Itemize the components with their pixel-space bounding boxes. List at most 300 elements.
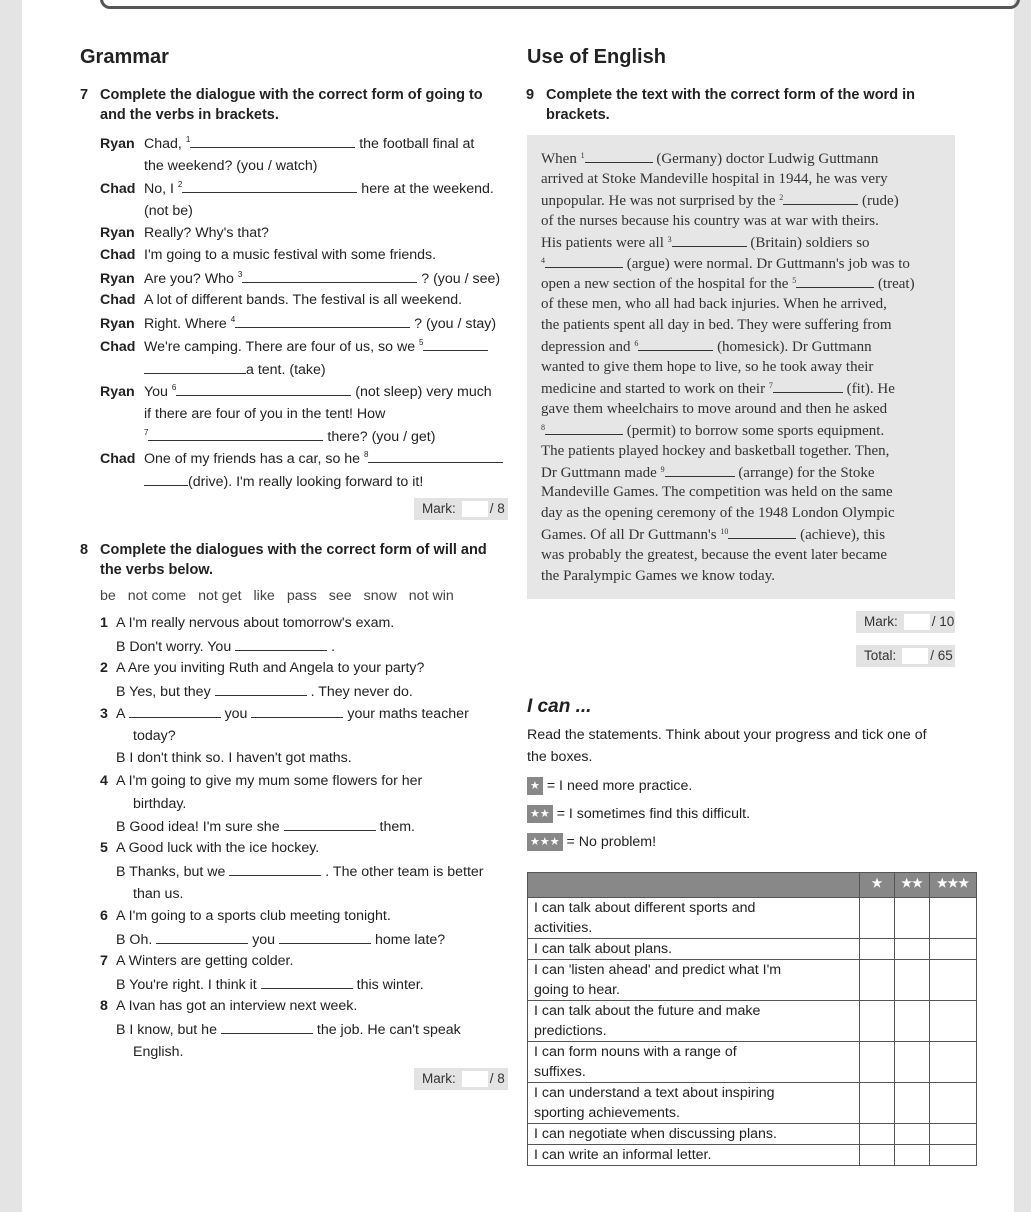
tick-box[interactable]: [860, 1083, 895, 1124]
item-line-a: 1 A I'm really nervous about tomorrow's exam.: [100, 615, 395, 631]
mark-total: / 8: [489, 1071, 505, 1086]
text-line: [541, 273, 915, 295]
i-can-intro: Read the statements. Think about your progress and tick one of: [527, 727, 927, 743]
dialogue-line: [100, 336, 488, 357]
item-continuation: English.: [133, 1044, 184, 1060]
tick-box[interactable]: [930, 1042, 977, 1083]
answer-blank[interactable]: [284, 816, 376, 831]
answer-blank[interactable]: [129, 703, 221, 718]
gap-number: 5: [419, 338, 424, 347]
dialogue-continuation: [144, 426, 435, 447]
mark-label: Mark:: [864, 614, 898, 629]
statement-cell: [528, 1001, 860, 1042]
instruction-line: Complete the dialogues with the correct form of will and: [100, 542, 487, 558]
star-rating-icon: ★★★: [527, 833, 563, 851]
item-line-a: 2 A Are you inviting Ruth and Angela to your party?: [100, 660, 425, 676]
answer-blank[interactable]: [156, 929, 248, 944]
legend-text: = I sometimes find this difficult.: [556, 806, 751, 822]
gap-number: 8: [541, 422, 545, 432]
answer-blank[interactable]: [182, 178, 357, 193]
text-segment: (fit). He: [842, 380, 895, 397]
table-row: [528, 1042, 977, 1083]
legend-item: [527, 832, 656, 852]
speaker-name: Ryan: [100, 384, 135, 400]
item-text: you: [252, 932, 276, 948]
star-rating-icon: ★: [527, 777, 543, 795]
dialogue-text: (drive). I'm really looking forward to it!: [188, 474, 424, 490]
tick-box[interactable]: [930, 1083, 977, 1124]
exercise-8-instructions: [80, 540, 487, 580]
text-segment: Dr Guttmann made: [541, 464, 661, 481]
word-option: pass: [286, 588, 317, 604]
dialogue-line: [100, 178, 494, 199]
dialogue-text: the football final at: [355, 136, 475, 152]
speaker-name: Ryan: [100, 136, 135, 152]
answer-blank[interactable]: [773, 378, 843, 393]
answer-blank[interactable]: [190, 133, 355, 148]
item-line-b: B You're right. I think it this winter.: [116, 974, 424, 995]
tick-box[interactable]: [895, 1042, 930, 1083]
item-line-a: 3 A you your maths teacher: [100, 703, 469, 724]
text-segment: day as the opening ceremony of the 1948 London Olympic: [541, 505, 895, 522]
text-segment: arrived at Stoke Mandeville hospital in 1944, he was very: [541, 170, 888, 187]
exercise-number: 8: [80, 542, 89, 558]
item-number: 5: [100, 840, 108, 856]
instruction-line: and the verbs in brackets.: [100, 107, 279, 123]
item-number: 6: [100, 908, 108, 924]
statement-text: I can talk about plans.: [534, 941, 673, 957]
statement-cell: [528, 960, 860, 1001]
i-can-title: I can ...: [527, 696, 592, 717]
use-of-english-title: Use of English: [527, 46, 666, 68]
text-segment: (achieve), this: [796, 527, 886, 544]
gap-number: 9: [660, 464, 665, 474]
item-continuation: birthday.: [133, 796, 187, 812]
item-continuation: today?: [133, 728, 176, 744]
gap-number: 2: [779, 192, 784, 202]
text-segment: (treat): [874, 276, 915, 293]
dialogue-continuation: [144, 471, 423, 492]
table-row: [528, 939, 977, 960]
item-text: Good idea! I'm sure she: [129, 819, 280, 835]
gap-number: 6: [634, 339, 639, 349]
dialogue-text: a tent. (take): [246, 362, 326, 378]
item-text: Are you inviting Ruth and Angela to your party?: [127, 660, 425, 676]
text-line: [541, 524, 885, 546]
statement-cell: [528, 898, 860, 939]
mark-label: Mark:: [422, 501, 456, 516]
total-box: [856, 645, 955, 667]
answer-blank[interactable]: [215, 681, 307, 696]
item-text: your maths teacher: [347, 706, 469, 722]
instruction-line: the verbs below.: [100, 562, 214, 578]
dialogue-continuation: [144, 201, 193, 221]
item-line-a: 5 A Good luck with the ice hockey.: [100, 840, 320, 856]
word-option: like: [253, 588, 275, 604]
tick-box[interactable]: [930, 898, 977, 939]
dialogue-text: ? (you / see): [417, 271, 501, 287]
speaker-name: Chad: [100, 451, 136, 467]
tick-box[interactable]: [930, 1145, 977, 1166]
dialogue-text: We're camping. There are four of us, so we: [144, 339, 420, 355]
answer-blank[interactable]: [242, 268, 417, 283]
speaker-name: Chad: [100, 292, 136, 308]
item-text: Winters are getting colder.: [128, 953, 294, 969]
text-segment: of the nurses because his country was at war with theirs.: [541, 212, 879, 229]
item-line-a: 7 A Winters are getting colder.: [100, 953, 294, 969]
dialogue-text: Are you? Who: [144, 271, 238, 287]
text-line: [541, 482, 893, 503]
item-text: Yes, but they: [129, 684, 211, 700]
statement-text: I can 'listen ahead' and predict what I'm: [534, 962, 782, 978]
tick-box[interactable]: [930, 939, 977, 960]
text-segment: Mandeville Games. The competition was held on the same: [541, 484, 893, 501]
item-continuation: than us.: [133, 886, 184, 902]
text-segment: the patients spent all day in bed. They were suffering from: [541, 317, 892, 334]
statement-text: I can negotiate when discussing plans.: [534, 1126, 777, 1142]
dialogue-text: A lot of different bands. The festival is all weekend.: [144, 292, 463, 308]
gap-number: 4: [541, 255, 545, 265]
table-row: [528, 898, 977, 939]
gap-number: 7: [144, 428, 149, 437]
dialogue-text: (not be): [144, 203, 193, 219]
answer-blank[interactable]: [261, 974, 353, 989]
text-line: [541, 420, 884, 442]
statement-text: I can talk about the future and make: [534, 1003, 761, 1019]
answer-blank[interactable]: [235, 636, 327, 651]
instruction-line: brackets.: [546, 107, 610, 123]
dialogue-text: You: [144, 384, 172, 400]
text-segment: (arrange) for the Stoke: [734, 464, 875, 481]
statement-cell: [528, 1145, 860, 1166]
text-line: [541, 566, 775, 587]
answer-blank[interactable]: [585, 148, 653, 163]
answer-blank[interactable]: [235, 313, 410, 328]
dialogue-line: [100, 133, 474, 154]
exercise-number: 7: [80, 87, 89, 103]
dialogue-line: [100, 290, 462, 310]
gap-number: 1: [580, 151, 585, 160]
i-can-intro: the boxes.: [527, 749, 593, 765]
tick-box[interactable]: [860, 1145, 895, 1166]
answer-blank[interactable]: [176, 381, 351, 396]
text-segment: the Paralympic Games we know today.: [541, 568, 775, 584]
item-line-b: B Oh. you home late?: [116, 929, 445, 950]
text-line: [541, 462, 875, 484]
dialogue-text: Right. Where: [144, 316, 231, 332]
item-text: I'm really nervous about tomorrow's exam.: [128, 615, 395, 631]
tick-box[interactable]: [860, 1001, 895, 1042]
answer-blank[interactable]: [728, 524, 796, 539]
word-option: be: [100, 588, 116, 604]
legend-text: = I need more practice.: [546, 778, 693, 794]
exercise-7-instructions: [80, 85, 483, 125]
mark-total: / 8: [489, 501, 505, 516]
statement-text: suffixes.: [534, 1064, 586, 1080]
answer-blank[interactable]: [279, 929, 371, 944]
statement-text: going to hear.: [534, 982, 620, 998]
item-text: . They never do.: [310, 684, 413, 700]
item-line-a: 4 A I'm going to give my mum some flowers for her: [100, 773, 423, 789]
speaker-name: Ryan: [100, 271, 135, 287]
speaker-name: Chad: [100, 181, 136, 197]
item-text: I know, but he: [129, 1022, 217, 1038]
statement-text: sporting achievements.: [534, 1105, 680, 1121]
answer-blank[interactable]: [368, 448, 503, 463]
gap-number: 8: [364, 450, 369, 459]
text-segment: unpopular. He was not surprised by the: [541, 192, 780, 209]
item-text: I'm going to a sports club meeting tonight.: [128, 908, 391, 924]
item-text: I don't think so. I haven't got maths.: [129, 750, 352, 766]
answer-blank[interactable]: [221, 1019, 313, 1034]
dialogue-continuation: [144, 404, 385, 424]
text-segment: wanted to give them hope to live, so he took away their: [541, 359, 874, 375]
item-line-b: B Good idea! I'm sure she them.: [116, 816, 415, 837]
text-line: [541, 232, 870, 254]
header-one-star: ★: [860, 873, 895, 898]
answer-blank[interactable]: [148, 426, 323, 441]
dialogue-text: there? (you / get): [323, 429, 436, 445]
dialogue-text: One of my friends has a car, so he: [144, 451, 365, 467]
text-line: [541, 148, 878, 170]
speaker-name: Chad: [100, 339, 136, 355]
dialogue-text: the weekend? (you / watch): [144, 158, 318, 174]
item-number: 2: [100, 660, 108, 676]
item-text: you: [224, 706, 248, 722]
header-two-stars: ★★: [895, 873, 930, 898]
mark-input[interactable]: [462, 1071, 488, 1087]
dialogue-line: [100, 381, 492, 402]
answer-blank[interactable]: [545, 420, 623, 435]
speaker-name: Ryan: [100, 225, 135, 241]
tick-box[interactable]: [930, 960, 977, 1001]
exercise-number: 9: [526, 87, 535, 103]
text-line: [541, 294, 887, 315]
item-text: .: [331, 639, 336, 655]
tick-box[interactable]: [930, 1001, 977, 1042]
speaker-name: Ryan: [100, 316, 135, 332]
item-text: home late?: [374, 932, 446, 948]
text-segment: open a new section of the hospital for the: [541, 276, 793, 293]
statement-text: I can talk about different sports and: [534, 900, 756, 916]
text-line: [541, 315, 892, 336]
dialogue-text: I'm going to a music festival with some friends.: [144, 247, 437, 263]
text-segment: The patients played hockey and basketball together. Then,: [541, 442, 890, 459]
text-line: [541, 441, 889, 462]
dialogue-line: [100, 313, 496, 334]
item-line-b: B I know, but he the job. He can't speak: [116, 1019, 461, 1040]
item-line-a: 6 A I'm going to a sports club meeting tonight.: [100, 908, 391, 924]
self-assessment-table: [527, 872, 977, 1166]
dialogue-text: if there are four of you in the tent! How: [144, 406, 386, 422]
text-line: [541, 378, 895, 400]
text-segment: gave them wheelchairs to move around and then he asked: [541, 400, 888, 417]
total-label: Total:: [864, 648, 897, 663]
table-row: [528, 1083, 977, 1124]
text-line: [541, 357, 873, 378]
dialogue-line: [100, 245, 436, 265]
legend-text: = No problem!: [566, 834, 657, 850]
item-text: this winter.: [356, 977, 424, 993]
tick-box[interactable]: [895, 1001, 930, 1042]
answer-blank[interactable]: [665, 462, 735, 477]
tick-box[interactable]: [895, 898, 930, 939]
dialogue-text: Chad,: [144, 136, 186, 152]
table-row: [528, 1001, 977, 1042]
gap-number: 2: [177, 180, 183, 189]
mark-box-8: [414, 1068, 508, 1090]
word-option: see: [328, 588, 352, 604]
tick-box[interactable]: [860, 1042, 895, 1083]
item-line-a: 8 A Ivan has got an interview next week.: [100, 998, 358, 1014]
tick-box[interactable]: [860, 960, 895, 1001]
header-statement: [528, 873, 860, 898]
tick-box[interactable]: [895, 1124, 930, 1145]
item-line-b: B I don't think so. I haven't got maths.: [116, 750, 352, 766]
item-number: 3: [100, 706, 108, 722]
item-text: I'm going to give my mum some flowers for her: [128, 773, 423, 789]
gap-number: 4: [230, 315, 236, 324]
gap-number: 1: [185, 135, 191, 144]
grammar-title: Grammar: [80, 46, 169, 68]
gap-number: 3: [237, 270, 243, 279]
top-frame: [100, 0, 1020, 9]
text-segment: (Germany) doctor Ludwig Guttmann: [652, 151, 879, 167]
word-option: not come: [127, 588, 187, 604]
table-row: [528, 1145, 977, 1166]
text-segment: His patients were all: [541, 234, 668, 251]
text-line: [541, 545, 887, 566]
statement-text: I can write an informal letter.: [534, 1147, 712, 1163]
word-option: not get: [198, 588, 242, 604]
dialogue-text: No, I: [144, 181, 178, 197]
answer-blank[interactable]: [545, 253, 623, 268]
table-header-row: [528, 873, 977, 898]
text-segment: was probably the greatest, because the event later became: [541, 547, 888, 564]
item-number: 1: [100, 615, 108, 631]
text-line: [541, 253, 910, 275]
item-text: Ivan has got an interview next week.: [128, 998, 358, 1014]
statement-text: I can form nouns with a range of: [534, 1044, 737, 1060]
item-text: You're right. I think it: [129, 977, 257, 993]
legend-item: [527, 776, 692, 796]
item-text: Thanks, but we: [129, 864, 226, 880]
answer-blank[interactable]: [423, 336, 488, 351]
table-row: [528, 960, 977, 1001]
answer-blank[interactable]: [672, 232, 747, 247]
item-text: Don't worry. You: [129, 639, 232, 655]
instruction-line: Complete the dialogue with the correct form of going to: [100, 87, 483, 103]
answer-blank[interactable]: [229, 861, 321, 876]
total-input[interactable]: [902, 648, 928, 664]
mark-box-9: [856, 611, 955, 633]
answer-blank[interactable]: [796, 273, 874, 288]
item-text: Oh.: [129, 932, 153, 948]
item-text: them.: [379, 819, 415, 835]
text-segment: (homesick). Dr Guttmann: [713, 339, 872, 356]
word-option: snow: [363, 588, 397, 604]
mark-label: Mark:: [422, 1071, 456, 1086]
item-text: . The other team is better: [325, 864, 484, 880]
dialogue-line: [100, 268, 500, 289]
text-line: [541, 336, 872, 358]
answer-blank[interactable]: [251, 703, 343, 718]
gap-number: 7: [768, 380, 773, 390]
text-line: [541, 190, 899, 212]
dialogue-text: (not sleep) very much: [351, 384, 492, 400]
mark-input[interactable]: [904, 614, 930, 630]
word-option: not win: [408, 588, 454, 604]
gap-number: 3: [667, 234, 672, 244]
table-row: [528, 1124, 977, 1145]
star-rating-icon: ★★: [527, 805, 553, 823]
item-text: the job. He can't speak: [316, 1022, 461, 1038]
text-line: [541, 503, 895, 524]
dialogue-continuation: [144, 359, 326, 380]
tick-box[interactable]: [860, 1124, 895, 1145]
mark-box-7: [414, 498, 508, 520]
tick-box[interactable]: [895, 1083, 930, 1124]
tick-box[interactable]: [895, 1145, 930, 1166]
item-line-b: B Thanks, but we . The other team is better: [116, 861, 484, 882]
dialogue-text: ? (you / stay): [410, 316, 497, 332]
answer-blank[interactable]: [783, 190, 858, 205]
dialogue-text: here at the weekend.: [357, 181, 494, 197]
tick-box[interactable]: [930, 1124, 977, 1145]
instruction-line: Complete the text with the correct form of the word in: [546, 87, 915, 103]
item-number: 4: [100, 773, 108, 789]
text-line: [541, 399, 887, 420]
tick-box[interactable]: [895, 960, 930, 1001]
exercise-9-instructions: [526, 85, 915, 125]
text-segment: Games. Of all Dr Guttmann's: [541, 527, 721, 544]
word-list: [100, 586, 466, 606]
tick-box[interactable]: [860, 939, 895, 960]
statement-text: activities.: [534, 920, 593, 936]
item-number: 8: [100, 998, 108, 1014]
answer-blank[interactable]: [638, 336, 713, 351]
statement-cell: [528, 1083, 860, 1124]
text-segment: of these men, who all had back injuries. When he arrived,: [541, 296, 887, 313]
tick-box[interactable]: [860, 898, 895, 939]
text-line: [541, 169, 888, 190]
text-segment: (permit) to borrow some sports equipment.: [623, 422, 885, 439]
gap-number: 6: [171, 383, 177, 392]
dialogue-line: [100, 448, 503, 469]
speaker-name: Chad: [100, 247, 136, 263]
answer-blank[interactable]: [144, 471, 188, 486]
text-line: [541, 211, 879, 232]
dialogue-text: Really? Why's that?: [144, 225, 269, 241]
statement-cell: [528, 1124, 860, 1145]
text-segment: medicine and started to work on their: [541, 380, 769, 397]
text-segment: When: [541, 151, 581, 167]
text-segment: (Britain) soldiers so: [746, 234, 870, 251]
statement-text: predictions.: [534, 1023, 607, 1039]
item-line-b: B Yes, but they . They never do.: [116, 681, 413, 702]
mark-input[interactable]: [462, 501, 488, 517]
mark-total: / 10: [931, 614, 955, 629]
total-value: / 65: [930, 648, 953, 663]
answer-blank[interactable]: [144, 359, 246, 374]
text-segment: depression and: [541, 339, 635, 356]
statement-cell: [528, 939, 860, 960]
header-three-stars: ★★★: [930, 873, 977, 898]
gap-number: 5: [792, 276, 797, 286]
item-number: 7: [100, 953, 108, 969]
tick-box[interactable]: [895, 939, 930, 960]
item-text: Good luck with the ice hockey.: [128, 840, 320, 856]
